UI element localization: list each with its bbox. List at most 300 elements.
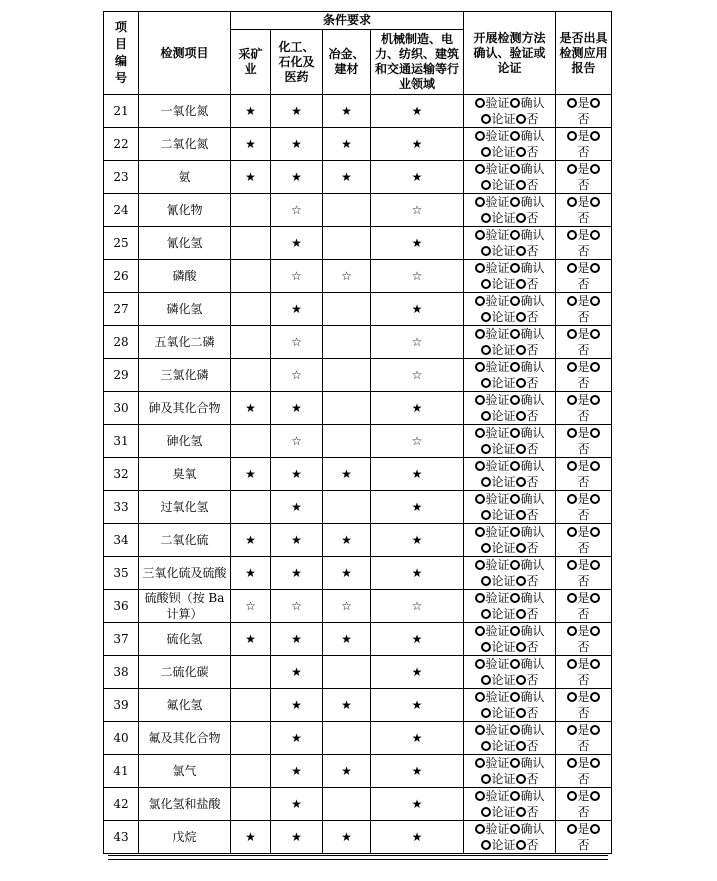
option-no: 否 [526, 673, 539, 687]
radio-ring-icon[interactable] [567, 131, 577, 141]
option-no: 否 [526, 112, 539, 126]
radio-ring-icon[interactable] [475, 824, 485, 834]
table-row [104, 821, 612, 854]
radio-ring-icon[interactable] [590, 428, 600, 438]
condition-mark-4: ☆ [371, 260, 464, 293]
item-name: 氰化氢 [139, 227, 231, 260]
radio-ring-icon[interactable] [475, 758, 485, 768]
radio-ring-icon[interactable] [510, 263, 520, 273]
radio-ring-icon[interactable] [510, 362, 520, 372]
condition-mark-2: ★ [271, 821, 323, 854]
radio-ring-icon[interactable] [481, 609, 491, 619]
radio-ring-icon[interactable] [590, 593, 600, 603]
condition-mark-3: ☆ [323, 260, 371, 293]
radio-ring-icon[interactable] [481, 741, 491, 751]
report-options [556, 821, 612, 854]
radio-ring-icon[interactable] [481, 675, 491, 685]
option-demonstrate: 论证 [491, 673, 516, 687]
item-name: 氯气 [139, 755, 231, 788]
option-confirm: 确认 [520, 426, 545, 440]
table-row [104, 524, 612, 557]
radio-ring-icon[interactable] [481, 708, 491, 718]
radio-ring-icon[interactable] [481, 114, 491, 124]
radio-ring-icon[interactable] [567, 461, 577, 471]
radio-ring-icon[interactable] [567, 263, 577, 273]
item-number: 39 [104, 689, 139, 722]
radio-ring-icon[interactable] [475, 791, 485, 801]
radio-ring-icon[interactable] [475, 725, 485, 735]
radio-ring-icon[interactable] [510, 164, 520, 174]
radio-ring-icon[interactable] [475, 230, 485, 240]
radio-ring-icon[interactable] [590, 758, 600, 768]
radio-ring-icon[interactable] [481, 345, 491, 355]
method-options [464, 425, 556, 458]
condition-mark-2: ☆ [271, 590, 323, 623]
condition-mark-3 [323, 656, 371, 689]
item-name: 一氧化氮 [139, 95, 231, 128]
item-name: 氨 [139, 161, 231, 194]
radio-ring-icon[interactable] [510, 824, 520, 834]
radio-ring-icon[interactable] [590, 560, 600, 570]
condition-mark-3: ★ [323, 95, 371, 128]
option-verify: 验证 [485, 393, 510, 407]
report-options [556, 689, 612, 722]
option-demonstrate: 论证 [491, 145, 516, 159]
condition-mark-1 [231, 788, 271, 821]
header-item-no: 项目编号 [104, 12, 139, 95]
radio-ring-icon[interactable] [510, 791, 520, 801]
method-options [464, 821, 556, 854]
radio-ring-icon[interactable] [475, 98, 485, 108]
condition-mark-2: ★ [271, 524, 323, 557]
radio-ring-icon[interactable] [567, 758, 577, 768]
radio-ring-icon[interactable] [516, 774, 526, 784]
method-options [464, 227, 556, 260]
option-confirm: 确认 [520, 690, 545, 704]
option-no: 否 [526, 607, 539, 621]
radio-ring-icon[interactable] [590, 395, 600, 405]
condition-mark-4: ★ [371, 293, 464, 326]
condition-mark-1 [231, 227, 271, 260]
radio-ring-icon[interactable] [590, 230, 600, 240]
option-demonstrate: 论证 [491, 640, 516, 654]
radio-ring-icon[interactable] [567, 428, 577, 438]
radio-ring-icon[interactable] [516, 840, 526, 850]
condition-mark-2: ☆ [271, 359, 323, 392]
option-confirm: 确认 [520, 327, 545, 341]
item-number: 34 [104, 524, 139, 557]
radio-ring-icon[interactable] [590, 791, 600, 801]
condition-mark-2: ★ [271, 128, 323, 161]
item-name: 二氧化硫 [139, 524, 231, 557]
radio-ring-icon[interactable] [567, 626, 577, 636]
condition-mark-4: ★ [371, 95, 464, 128]
condition-mark-2: ★ [271, 755, 323, 788]
radio-ring-icon[interactable] [510, 494, 520, 504]
option-verify: 验证 [485, 327, 510, 341]
radio-ring-icon[interactable] [516, 741, 526, 751]
report-options [556, 95, 612, 128]
report-options [556, 359, 612, 392]
option-verify: 验证 [485, 129, 510, 143]
radio-ring-icon[interactable] [567, 692, 577, 702]
radio-ring-icon[interactable] [475, 659, 485, 669]
option-no: 否 [526, 541, 539, 555]
condition-mark-3 [323, 491, 371, 524]
option-no: 否 [577, 574, 590, 588]
radio-ring-icon[interactable] [510, 758, 520, 768]
radio-ring-icon[interactable] [567, 395, 577, 405]
radio-ring-icon[interactable] [590, 362, 600, 372]
option-no: 否 [577, 475, 590, 489]
radio-ring-icon[interactable] [481, 213, 491, 223]
radio-ring-icon[interactable] [510, 659, 520, 669]
option-verify: 验证 [485, 756, 510, 770]
condition-mark-2: ★ [271, 557, 323, 590]
report-options [556, 491, 612, 524]
condition-mark-1 [231, 260, 271, 293]
radio-ring-icon[interactable] [516, 246, 526, 256]
radio-ring-icon[interactable] [516, 312, 526, 322]
condition-mark-2: ☆ [271, 326, 323, 359]
condition-mark-1: ★ [231, 392, 271, 425]
radio-ring-icon[interactable] [516, 279, 526, 289]
radio-ring-icon[interactable] [510, 131, 520, 141]
radio-ring-icon[interactable] [590, 659, 600, 669]
option-demonstrate: 论证 [491, 805, 516, 819]
radio-ring-icon[interactable] [516, 708, 526, 718]
item-number: 25 [104, 227, 139, 260]
table-row [104, 656, 612, 689]
radio-ring-icon[interactable] [475, 164, 485, 174]
option-no: 否 [526, 442, 539, 456]
option-verify: 验证 [485, 723, 510, 737]
radio-ring-icon[interactable] [481, 807, 491, 817]
condition-mark-4: ☆ [371, 590, 464, 623]
item-name: 三氧化硫及硫酸 [139, 557, 231, 590]
condition-mark-4: ☆ [371, 326, 464, 359]
condition-mark-4: ★ [371, 524, 464, 557]
radio-ring-icon[interactable] [510, 560, 520, 570]
radio-ring-icon[interactable] [475, 395, 485, 405]
option-yes: 是 [577, 756, 590, 770]
radio-ring-icon[interactable] [516, 807, 526, 817]
radio-ring-icon[interactable] [590, 527, 600, 537]
item-name: 二硫化碳 [139, 656, 231, 689]
radio-ring-icon[interactable] [516, 213, 526, 223]
header-conditions: 条件要求 [231, 12, 464, 30]
radio-ring-icon[interactable] [475, 593, 485, 603]
option-demonstrate: 论证 [491, 277, 516, 291]
report-options [556, 524, 612, 557]
option-no: 否 [577, 145, 590, 159]
radio-ring-icon[interactable] [510, 197, 520, 207]
radio-ring-icon[interactable] [590, 263, 600, 273]
radio-ring-icon[interactable] [510, 428, 520, 438]
radio-ring-icon[interactable] [481, 147, 491, 157]
option-confirm: 确认 [520, 261, 545, 275]
condition-mark-4: ★ [371, 689, 464, 722]
radio-ring-icon[interactable] [567, 230, 577, 240]
radio-ring-icon[interactable] [475, 131, 485, 141]
radio-ring-icon[interactable] [567, 593, 577, 603]
report-options [556, 590, 612, 623]
option-confirm: 确认 [520, 591, 545, 605]
option-no: 否 [577, 409, 590, 423]
radio-ring-icon[interactable] [567, 197, 577, 207]
radio-ring-icon[interactable] [516, 510, 526, 520]
radio-ring-icon[interactable] [590, 164, 600, 174]
condition-mark-4: ★ [371, 821, 464, 854]
option-demonstrate: 论证 [491, 376, 516, 390]
report-options [556, 128, 612, 161]
item-name: 戊烷 [139, 821, 231, 854]
condition-mark-4: ★ [371, 227, 464, 260]
radio-ring-icon[interactable] [475, 197, 485, 207]
radio-ring-icon[interactable] [475, 692, 485, 702]
option-verify: 验证 [485, 690, 510, 704]
radio-ring-icon[interactable] [567, 362, 577, 372]
radio-ring-icon[interactable] [567, 164, 577, 174]
table-row [104, 722, 612, 755]
option-no: 否 [526, 211, 539, 225]
radio-ring-icon[interactable] [590, 626, 600, 636]
radio-ring-icon[interactable] [475, 527, 485, 537]
radio-ring-icon[interactable] [516, 378, 526, 388]
option-confirm: 确认 [520, 723, 545, 737]
item-number: 23 [104, 161, 139, 194]
radio-ring-icon[interactable] [516, 345, 526, 355]
radio-ring-icon[interactable] [481, 411, 491, 421]
radio-ring-icon[interactable] [567, 527, 577, 537]
radio-ring-icon[interactable] [567, 494, 577, 504]
condition-mark-4: ★ [371, 491, 464, 524]
option-confirm: 确认 [520, 657, 545, 671]
radio-ring-icon[interactable] [567, 296, 577, 306]
option-yes: 是 [577, 426, 590, 440]
item-number: 35 [104, 557, 139, 590]
radio-ring-icon[interactable] [567, 560, 577, 570]
method-options [464, 359, 556, 392]
radio-ring-icon[interactable] [481, 279, 491, 289]
table-row [104, 359, 612, 392]
item-number: 31 [104, 425, 139, 458]
radio-ring-icon[interactable] [510, 461, 520, 471]
option-yes: 是 [577, 162, 590, 176]
condition-mark-4: ☆ [371, 425, 464, 458]
condition-mark-1 [231, 722, 271, 755]
option-yes: 是 [577, 96, 590, 110]
radio-ring-icon[interactable] [475, 494, 485, 504]
radio-ring-icon[interactable] [481, 576, 491, 586]
option-demonstrate: 论证 [491, 442, 516, 456]
radio-ring-icon[interactable] [510, 329, 520, 339]
report-options [556, 326, 612, 359]
radio-ring-icon[interactable] [475, 329, 485, 339]
option-verify: 验证 [485, 525, 510, 539]
condition-mark-4: ★ [371, 557, 464, 590]
radio-ring-icon[interactable] [481, 477, 491, 487]
report-options [556, 227, 612, 260]
item-number: 24 [104, 194, 139, 227]
radio-ring-icon[interactable] [590, 692, 600, 702]
option-demonstrate: 论证 [491, 409, 516, 423]
radio-ring-icon[interactable] [481, 543, 491, 553]
option-verify: 验证 [485, 591, 510, 605]
radio-ring-icon[interactable] [590, 461, 600, 471]
option-verify: 验证 [485, 96, 510, 110]
radio-ring-icon[interactable] [481, 774, 491, 784]
radio-ring-icon[interactable] [510, 296, 520, 306]
radio-ring-icon[interactable] [590, 131, 600, 141]
table-row [104, 755, 612, 788]
condition-mark-3 [323, 722, 371, 755]
radio-ring-icon[interactable] [590, 98, 600, 108]
radio-ring-icon[interactable] [510, 527, 520, 537]
radio-ring-icon[interactable] [475, 560, 485, 570]
option-no: 否 [526, 310, 539, 324]
radio-ring-icon[interactable] [475, 428, 485, 438]
method-options [464, 623, 556, 656]
radio-ring-icon[interactable] [475, 296, 485, 306]
radio-ring-icon[interactable] [516, 444, 526, 454]
radio-ring-icon[interactable] [481, 246, 491, 256]
option-no: 否 [577, 772, 590, 786]
option-no: 否 [526, 640, 539, 654]
radio-ring-icon[interactable] [516, 543, 526, 553]
radio-ring-icon[interactable] [481, 510, 491, 520]
option-confirm: 确认 [520, 96, 545, 110]
option-yes: 是 [577, 822, 590, 836]
item-name: 氰化物 [139, 194, 231, 227]
item-number: 38 [104, 656, 139, 689]
radio-ring-icon[interactable] [481, 840, 491, 850]
condition-mark-4: ★ [371, 128, 464, 161]
radio-ring-icon[interactable] [481, 642, 491, 652]
radio-ring-icon[interactable] [475, 626, 485, 636]
method-options [464, 194, 556, 227]
option-no: 否 [577, 178, 590, 192]
option-yes: 是 [577, 591, 590, 605]
radio-ring-icon[interactable] [567, 824, 577, 834]
option-no: 否 [577, 442, 590, 456]
condition-mark-2: ★ [271, 161, 323, 194]
radio-ring-icon[interactable] [510, 593, 520, 603]
condition-mark-4: ★ [371, 161, 464, 194]
condition-mark-3: ★ [323, 524, 371, 557]
condition-mark-1 [231, 755, 271, 788]
condition-mark-4: ★ [371, 755, 464, 788]
radio-ring-icon[interactable] [590, 725, 600, 735]
condition-mark-2: ★ [271, 491, 323, 524]
table-row [104, 557, 612, 590]
method-options [464, 788, 556, 821]
option-verify: 验证 [485, 195, 510, 209]
radio-ring-icon[interactable] [481, 312, 491, 322]
report-options [556, 755, 612, 788]
radio-ring-icon[interactable] [516, 609, 526, 619]
condition-mark-2: ★ [271, 458, 323, 491]
method-options [464, 326, 556, 359]
radio-ring-icon[interactable] [510, 692, 520, 702]
report-options [556, 656, 612, 689]
condition-mark-3 [323, 326, 371, 359]
option-demonstrate: 论证 [491, 112, 516, 126]
radio-ring-icon[interactable] [510, 98, 520, 108]
report-options [556, 425, 612, 458]
radio-ring-icon[interactable] [510, 725, 520, 735]
condition-mark-1: ★ [231, 821, 271, 854]
option-confirm: 确认 [520, 789, 545, 803]
item-number: 43 [104, 821, 139, 854]
item-number: 29 [104, 359, 139, 392]
item-name: 氯化氢和盐酸 [139, 788, 231, 821]
condition-mark-3: ★ [323, 161, 371, 194]
radio-ring-icon[interactable] [481, 378, 491, 388]
condition-mark-2: ★ [271, 623, 323, 656]
radio-ring-icon[interactable] [475, 263, 485, 273]
method-options [464, 524, 556, 557]
radio-ring-icon[interactable] [475, 461, 485, 471]
radio-ring-icon[interactable] [590, 824, 600, 834]
radio-ring-icon[interactable] [510, 230, 520, 240]
radio-ring-icon[interactable] [510, 395, 520, 405]
condition-mark-1: ★ [231, 128, 271, 161]
condition-mark-3 [323, 788, 371, 821]
option-demonstrate: 论证 [491, 607, 516, 621]
option-no: 否 [526, 145, 539, 159]
radio-ring-icon[interactable] [590, 197, 600, 207]
radio-ring-icon[interactable] [590, 494, 600, 504]
table-row [104, 95, 612, 128]
radio-ring-icon[interactable] [590, 296, 600, 306]
radio-ring-icon[interactable] [567, 329, 577, 339]
radio-ring-icon[interactable] [516, 576, 526, 586]
radio-ring-icon[interactable] [567, 659, 577, 669]
table-row [104, 128, 612, 161]
radio-ring-icon[interactable] [590, 329, 600, 339]
item-number: 42 [104, 788, 139, 821]
option-verify: 验证 [485, 459, 510, 473]
condition-mark-1: ★ [231, 557, 271, 590]
option-demonstrate: 论证 [491, 244, 516, 258]
radio-ring-icon[interactable] [510, 626, 520, 636]
option-yes: 是 [577, 327, 590, 341]
radio-ring-icon[interactable] [567, 98, 577, 108]
table-row [104, 425, 612, 458]
option-demonstrate: 论证 [491, 475, 516, 489]
radio-ring-icon[interactable] [516, 477, 526, 487]
option-no: 否 [526, 376, 539, 390]
condition-mark-2: ☆ [271, 260, 323, 293]
option-yes: 是 [577, 657, 590, 671]
condition-mark-1 [231, 194, 271, 227]
radio-ring-icon[interactable] [475, 362, 485, 372]
option-verify: 验证 [485, 492, 510, 506]
radio-ring-icon[interactable] [481, 444, 491, 454]
radio-ring-icon[interactable] [567, 725, 577, 735]
radio-ring-icon[interactable] [516, 180, 526, 190]
radio-ring-icon[interactable] [516, 642, 526, 652]
radio-ring-icon[interactable] [567, 791, 577, 801]
item-number: 36 [104, 590, 139, 623]
radio-ring-icon[interactable] [516, 675, 526, 685]
radio-ring-icon[interactable] [516, 147, 526, 157]
radio-ring-icon[interactable] [516, 114, 526, 124]
item-number: 30 [104, 392, 139, 425]
radio-ring-icon[interactable] [481, 180, 491, 190]
radio-ring-icon[interactable] [516, 411, 526, 421]
